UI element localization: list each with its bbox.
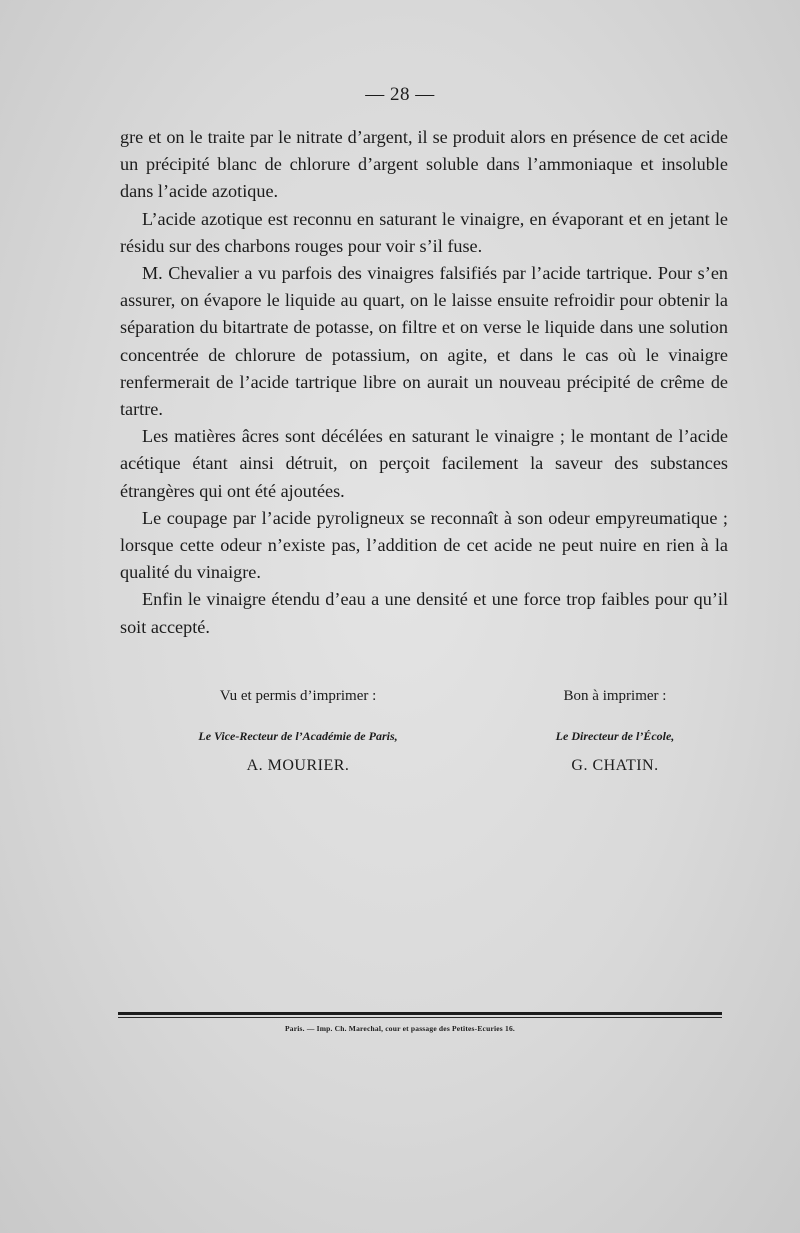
page-number: — 28 — bbox=[365, 84, 435, 105]
paragraph-continuation: gre et on le traite par le nitrate d’argent, il se produit alors en présence de cet acide un précipité blanc de chlorure d’argent soluble dans l’ammoniaque et insoluble dans l’acide azotique. bbox=[120, 127, 728, 202]
paragraph-pyroligneous-acid: Le coupage par l’acide pyroligneux se reconnaît à son odeur empyreumatique ; lorsque cette odeur n’existe pas, l’addition de cet acide ne peut nuire en rien à la qualité du vinaigre. bbox=[120, 507, 728, 583]
paragraph-diluted-vinegar: Enfin le vinaigre étendu d’eau a une densité et une force trop faibles pour qu’il soit accepté. bbox=[120, 589, 728, 637]
footer-rule-thick bbox=[118, 1012, 722, 1015]
paragraph-tartaric-acid: M. Chevalier a vu parfois des vinaigres falsifiés par l’acide tartrique. Pour s’en assurer, on évapore le liquide au quart, on le laisse ensuite refroidir pour obtenir la séparation du bitartrate de potasse, on filtre et on verse le liquide dans une solution concentrée de chlorure de potassium, on agite, et dans le cas où le vinaigre renfermerait de l’acide tartrique libre on aurait un nouveau précipité de crême de tartre. bbox=[120, 263, 728, 420]
print-approval-heading: Bon à imprimer : bbox=[563, 688, 667, 704]
imprimatur-block bbox=[120, 686, 728, 786]
imprimatur-left bbox=[178, 686, 418, 776]
footer-rule-thin bbox=[118, 1017, 722, 1018]
vice-rector-title: Le Vice-Recteur de l’Académie de Paris, bbox=[198, 729, 398, 743]
director-name: G. CHATIN. bbox=[571, 757, 659, 774]
permission-heading: Vu et permis d’imprimer : bbox=[219, 688, 377, 704]
vice-rector-name: A. MOURIER. bbox=[246, 757, 350, 774]
director-title: Le Directeur de l’École, bbox=[555, 729, 675, 743]
paragraph-azotic-acid: L’acide azotique est reconnu en saturant le vinaigre, en évaporant et en jetant le résidu sur des charbons rouges pour voir s’il fuse. bbox=[120, 208, 728, 256]
printer-imprint: Paris. — Imp. Ch. Marechal, cour et passage des Petites-Ecuries 16. bbox=[285, 1024, 515, 1033]
body-text bbox=[120, 124, 728, 641]
imprimatur-right bbox=[495, 686, 735, 776]
paragraph-acrid-matter: Les matières âcres sont décélées en saturant le vinaigre ; le montant de l’acide acétique étant ainsi détruit, on perçoit facilement la saveur des substances étrangères qui ont été ajoutées. bbox=[120, 426, 728, 501]
